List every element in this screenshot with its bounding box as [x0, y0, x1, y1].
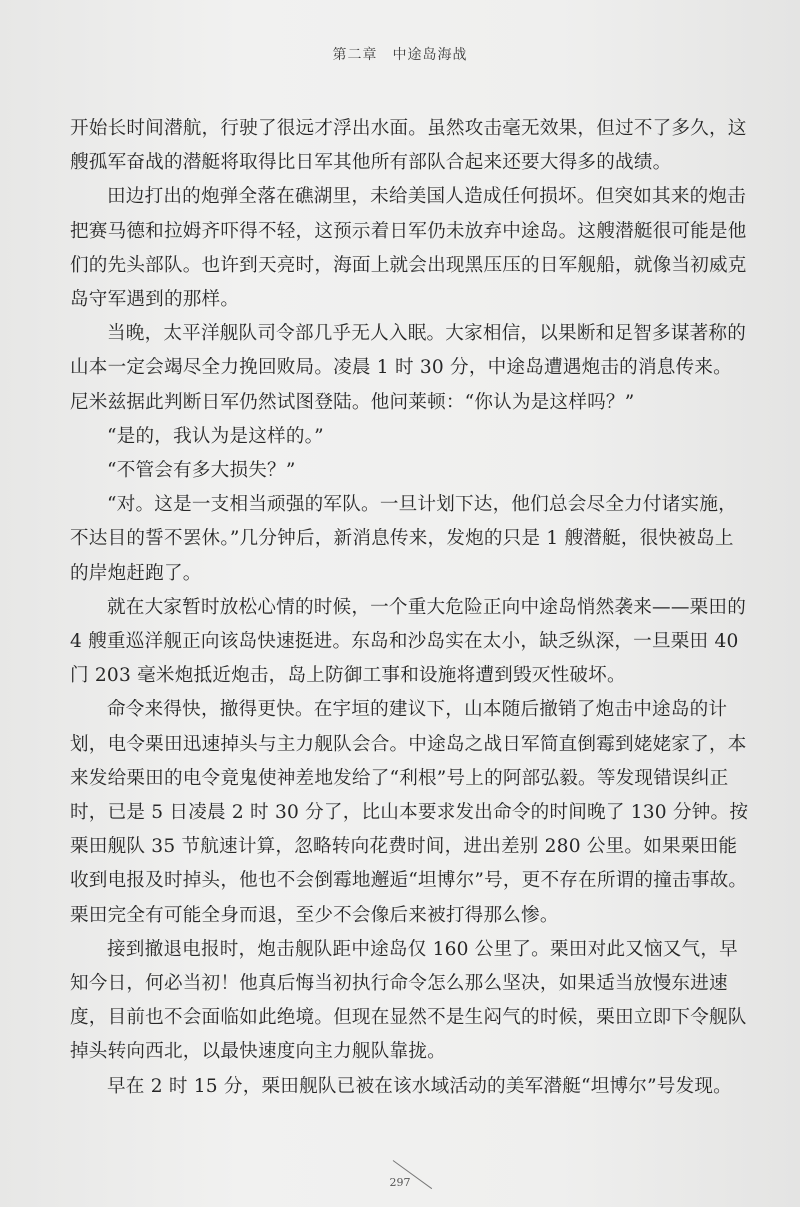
page-number: 297 — [389, 1176, 411, 1189]
paragraph-3: 当晚，太平洋舰队司令部几乎无人入眠。大家相信，以果断和足智多谋著称的山本一定会竭尽全力挽回败局。凌晨 1 时 30 分，中途岛遭遇炮击的消息传来。尼米兹据此判断日军仍然试图登陆。他问莱顿：“你认为是这样吗？” — [70, 323, 746, 413]
chapter-header: 第二章 中途岛海战 — [332, 47, 468, 63]
paragraph-1: 开始长时间潜航，行驶了很远才浮出水面。虽然攻击毫无效果，但过不了多久，这艘孤军奋战的潜艇将取得比日军其他所有部队合起来还要大得多的战绩。 — [70, 118, 747, 174]
paragraph-10: 早在 2 时 15 分，栗田舰队已被在该水域活动的美军潜艇“坦博尔”号发现。 — [107, 1075, 732, 1097]
paragraph-4: “是的，我认为是这样的。” — [107, 425, 324, 447]
paragraph-5: “不管会有多大损失？” — [107, 460, 296, 482]
paragraph-9: 接到撤退电报时，炮击舰队距中途岛仅 160 公里了。栗田对此又恼又气，早知今日，何必当初！他真后悔当初执行命令怎么那么坚决，如果适当放慢东进速度，目前也不会面临如此绝境。但现在显然不是生闷气的时候，栗田立即下令舰队掉头转向西北，以最快速度向主力舰队靠拢。 — [70, 938, 747, 1063]
paragraph-8: 命令来得快，撤得更快。在宇垣的建议下，山本随后撤销了炮击中途岛的计划，电令栗田迅速掉头与主力舰队会合。中途岛之战日军简直倒霉到姥姥家了，本来发给栗田的电令竟鬼使神差地发给了“利根”号上的阿部弘毅。等发现错误纠正时，已是 5 日凌晨 2 时 30 分了，比山本要求发出命令的时间晚了 130 分钟。按栗田舰队 35 节航速计算，忽略转向花费时间，进出差别 280 公里。如果栗田能收到电报及时掉头，他也不会倒霉地邂逅“坦博尔”号，更不存在所谓的撞击事故。栗田完全有可能全身而退，至少不会像后来被打得那么惨。 — [70, 699, 749, 926]
paragraph-7: 就在大家暂时放松心情的时候，一个重大危险正向中途岛悄然袭来——栗田的 4 艘重巡洋舰正向该岛快速挺进。东岛和沙岛实在太小，缺乏纵深，一旦栗田 40 门 203 毫米炮抵近炮击，岛上防御工事和设施将遭到毁灭性破坏。 — [70, 596, 746, 687]
paragraph-2: 田边打出的炮弹全落在礁湖里，未给美国人造成任何损坏。但突如其来的炮击把赛马德和拉姆齐吓得不轻，这预示着日军仍未放弃中途岛。这艘潜艇很可能是他们的先头部队。也许到天亮时，海面上就会出现黑压压的日军舰船，就像当初威克岛守军遇到的那样。 — [70, 186, 747, 311]
body-text — [70, 112, 750, 1104]
paragraph-6: “对。这是一支相当顽强的军队。一旦计划下达，他们总会尽全力付诸实施，不达目的誓不罢休。”几分钟后，新消息传来，发炮的只是 1 艘潜艇，很快被岛上的岸炮赶跑了。 — [70, 494, 737, 584]
